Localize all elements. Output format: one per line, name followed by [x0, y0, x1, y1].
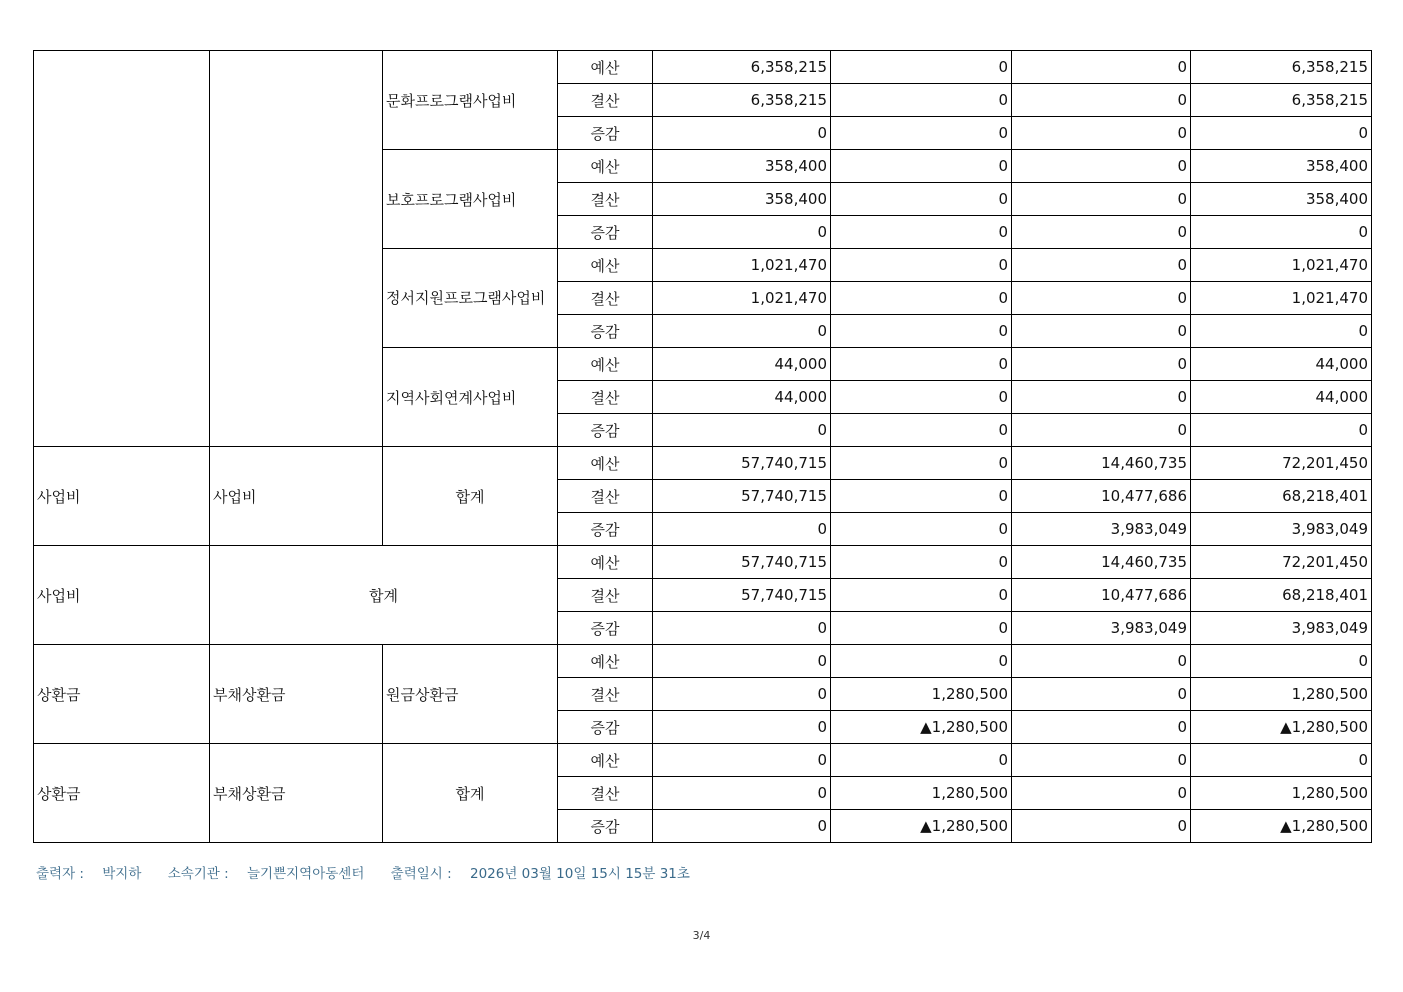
amount-cell: 0	[831, 84, 1012, 117]
subtotal-label-cell: 합계	[383, 744, 558, 843]
amount-cell: 0	[1191, 744, 1372, 777]
amount-cell: 44,000	[653, 381, 831, 414]
amount-cell: 0	[1191, 117, 1372, 150]
subcategory-cell: 부채상환금	[210, 744, 383, 843]
amount-cell: 358,400	[1191, 150, 1372, 183]
row-type-cell: 결산	[558, 678, 653, 711]
amount-cell: 0	[831, 612, 1012, 645]
category-cell: 상환금	[34, 744, 210, 843]
row-type-cell: 증감	[558, 810, 653, 843]
table-row	[34, 546, 1372, 579]
amount-cell: 6,358,215	[1191, 84, 1372, 117]
amount-cell: 0	[1012, 645, 1191, 678]
amount-cell: 0	[831, 645, 1012, 678]
amount-cell: 1,280,500	[831, 777, 1012, 810]
amount-cell: 1,021,470	[653, 249, 831, 282]
amount-cell: ▲1,280,500	[831, 711, 1012, 744]
amount-cell: 358,400	[653, 150, 831, 183]
amount-cell: 0	[831, 447, 1012, 480]
amount-cell: 1,021,470	[653, 282, 831, 315]
row-type-cell: 결산	[558, 183, 653, 216]
printer-label: 출력자 :	[36, 866, 84, 882]
subcategory-cell: 부채상환금	[210, 645, 383, 744]
amount-cell: 0	[1012, 348, 1191, 381]
category-cell: 사업비	[34, 447, 210, 546]
amount-cell: 0	[1012, 150, 1191, 183]
amount-cell: 3,983,049	[1012, 513, 1191, 546]
amount-cell: 0	[831, 282, 1012, 315]
table-row	[34, 51, 1372, 84]
amount-cell: 0	[1012, 711, 1191, 744]
amount-cell: 0	[1012, 777, 1191, 810]
amount-cell: 1,021,470	[1191, 249, 1372, 282]
row-type-cell: 예산	[558, 546, 653, 579]
amount-cell: 0	[831, 513, 1012, 546]
row-type-cell: 결산	[558, 381, 653, 414]
amount-cell: 6,358,215	[1191, 51, 1372, 84]
amount-cell: 0	[1191, 645, 1372, 678]
org-name: 늘기쁜지역아동센터	[247, 866, 365, 882]
amount-cell: 0	[831, 348, 1012, 381]
print-date-label: 출력일시 :	[390, 866, 452, 882]
amount-cell: 0	[831, 480, 1012, 513]
subtotal-label-cell: 합계	[383, 447, 558, 546]
amount-cell: 72,201,450	[1191, 447, 1372, 480]
amount-cell: 0	[831, 51, 1012, 84]
category-cell: 상환금	[34, 645, 210, 744]
row-type-cell: 예산	[558, 249, 653, 282]
amount-cell: 0	[1012, 678, 1191, 711]
amount-cell: 1,021,470	[1191, 282, 1372, 315]
amount-cell: 0	[1012, 51, 1191, 84]
amount-cell: 1,280,500	[831, 678, 1012, 711]
page-number: 3/4	[692, 929, 711, 942]
amount-cell: 0	[1012, 744, 1191, 777]
amount-cell: 0	[653, 645, 831, 678]
row-type-cell: 예산	[558, 150, 653, 183]
table-row	[34, 645, 1372, 678]
subcategory-empty-cell	[210, 51, 383, 447]
amount-cell: ▲1,280,500	[1191, 711, 1372, 744]
amount-cell: 6,358,215	[653, 84, 831, 117]
amount-cell: 0	[1012, 282, 1191, 315]
amount-cell: 0	[1191, 414, 1372, 447]
amount-cell: 10,477,686	[1012, 579, 1191, 612]
row-type-cell: 예산	[558, 645, 653, 678]
amount-cell: 0	[653, 612, 831, 645]
amount-cell: 72,201,450	[1191, 546, 1372, 579]
amount-cell: 14,460,735	[1012, 546, 1191, 579]
item-name-cell: 문화프로그램사업비	[383, 51, 558, 150]
amount-cell: 0	[653, 414, 831, 447]
item-name-cell: 정서지원프로그램사업비	[383, 249, 558, 348]
table-row	[34, 447, 1372, 480]
amount-cell: 0	[1012, 315, 1191, 348]
row-type-cell: 증감	[558, 315, 653, 348]
item-name-cell: 지역사회연계사업비	[383, 348, 558, 447]
category-cell: 사업비	[34, 546, 210, 645]
amount-cell: 0	[1191, 216, 1372, 249]
amount-cell: 358,400	[1191, 183, 1372, 216]
amount-cell: 0	[653, 315, 831, 348]
amount-cell: 0	[653, 117, 831, 150]
amount-cell: 57,740,715	[653, 480, 831, 513]
amount-cell: 0	[831, 117, 1012, 150]
amount-cell: 0	[831, 744, 1012, 777]
org-label: 소속기관 :	[167, 866, 229, 882]
amount-cell: 44,000	[1191, 381, 1372, 414]
amount-cell: 0	[831, 183, 1012, 216]
amount-cell: 0	[653, 744, 831, 777]
row-type-cell: 증감	[558, 117, 653, 150]
amount-cell: 0	[1012, 117, 1191, 150]
amount-cell: 0	[1012, 216, 1191, 249]
amount-cell: 0	[831, 546, 1012, 579]
amount-cell: 0	[1012, 414, 1191, 447]
total-label-cell: 합계	[210, 546, 558, 645]
amount-cell: 3,983,049	[1191, 513, 1372, 546]
amount-cell: 0	[1191, 315, 1372, 348]
amount-cell: 68,218,401	[1191, 579, 1372, 612]
amount-cell: 57,740,715	[653, 579, 831, 612]
amount-cell: 1,280,500	[1191, 777, 1372, 810]
amount-cell: 0	[1012, 84, 1191, 117]
amount-cell: 0	[831, 150, 1012, 183]
amount-cell: 57,740,715	[653, 447, 831, 480]
amount-cell: 0	[831, 249, 1012, 282]
print-date-value: 2026년 03월 10일 15시 15분 31초	[469, 866, 690, 882]
amount-cell: 57,740,715	[653, 546, 831, 579]
amount-cell: 0	[831, 216, 1012, 249]
print-info-footer	[36, 862, 704, 882]
amount-cell: 0	[653, 678, 831, 711]
row-type-cell: 예산	[558, 348, 653, 381]
row-type-cell: 증감	[558, 513, 653, 546]
amount-cell: 3,983,049	[1012, 612, 1191, 645]
row-type-cell: 결산	[558, 84, 653, 117]
amount-cell: 0	[831, 579, 1012, 612]
amount-cell: 0	[653, 513, 831, 546]
subcategory-cell: 사업비	[210, 447, 383, 546]
row-type-cell: 예산	[558, 744, 653, 777]
row-type-cell: 결산	[558, 480, 653, 513]
amount-cell: ▲1,280,500	[1191, 810, 1372, 843]
amount-cell: 0	[653, 777, 831, 810]
row-type-cell: 증감	[558, 414, 653, 447]
row-type-cell: 증감	[558, 612, 653, 645]
amount-cell: ▲1,280,500	[831, 810, 1012, 843]
amount-cell: 0	[831, 315, 1012, 348]
amount-cell: 0	[653, 711, 831, 744]
printer-name: 박지하	[102, 866, 142, 882]
amount-cell: 0	[831, 414, 1012, 447]
category-empty-cell	[34, 51, 210, 447]
amount-cell: 0	[831, 381, 1012, 414]
row-type-cell: 증감	[558, 216, 653, 249]
row-type-cell: 결산	[558, 777, 653, 810]
row-type-cell: 예산	[558, 447, 653, 480]
amount-cell: 0	[1012, 810, 1191, 843]
budget-settlement-table	[33, 50, 1372, 843]
amount-cell: 0	[1012, 381, 1191, 414]
row-type-cell: 증감	[558, 711, 653, 744]
row-type-cell: 예산	[558, 51, 653, 84]
amount-cell: 3,983,049	[1191, 612, 1372, 645]
amount-cell: 6,358,215	[653, 51, 831, 84]
item-name-cell: 보호프로그램사업비	[383, 150, 558, 249]
table-row	[34, 744, 1372, 777]
amount-cell: 0	[653, 810, 831, 843]
amount-cell: 0	[1012, 249, 1191, 282]
row-type-cell: 결산	[558, 282, 653, 315]
amount-cell: 68,218,401	[1191, 480, 1372, 513]
amount-cell: 358,400	[653, 183, 831, 216]
amount-cell: 44,000	[653, 348, 831, 381]
amount-cell: 0	[1012, 183, 1191, 216]
amount-cell: 44,000	[1191, 348, 1372, 381]
amount-cell: 1,280,500	[1191, 678, 1372, 711]
amount-cell: 10,477,686	[1012, 480, 1191, 513]
amount-cell: 14,460,735	[1012, 447, 1191, 480]
amount-cell: 0	[653, 216, 831, 249]
row-type-cell: 결산	[558, 579, 653, 612]
item-name-cell: 원금상환금	[383, 645, 558, 744]
